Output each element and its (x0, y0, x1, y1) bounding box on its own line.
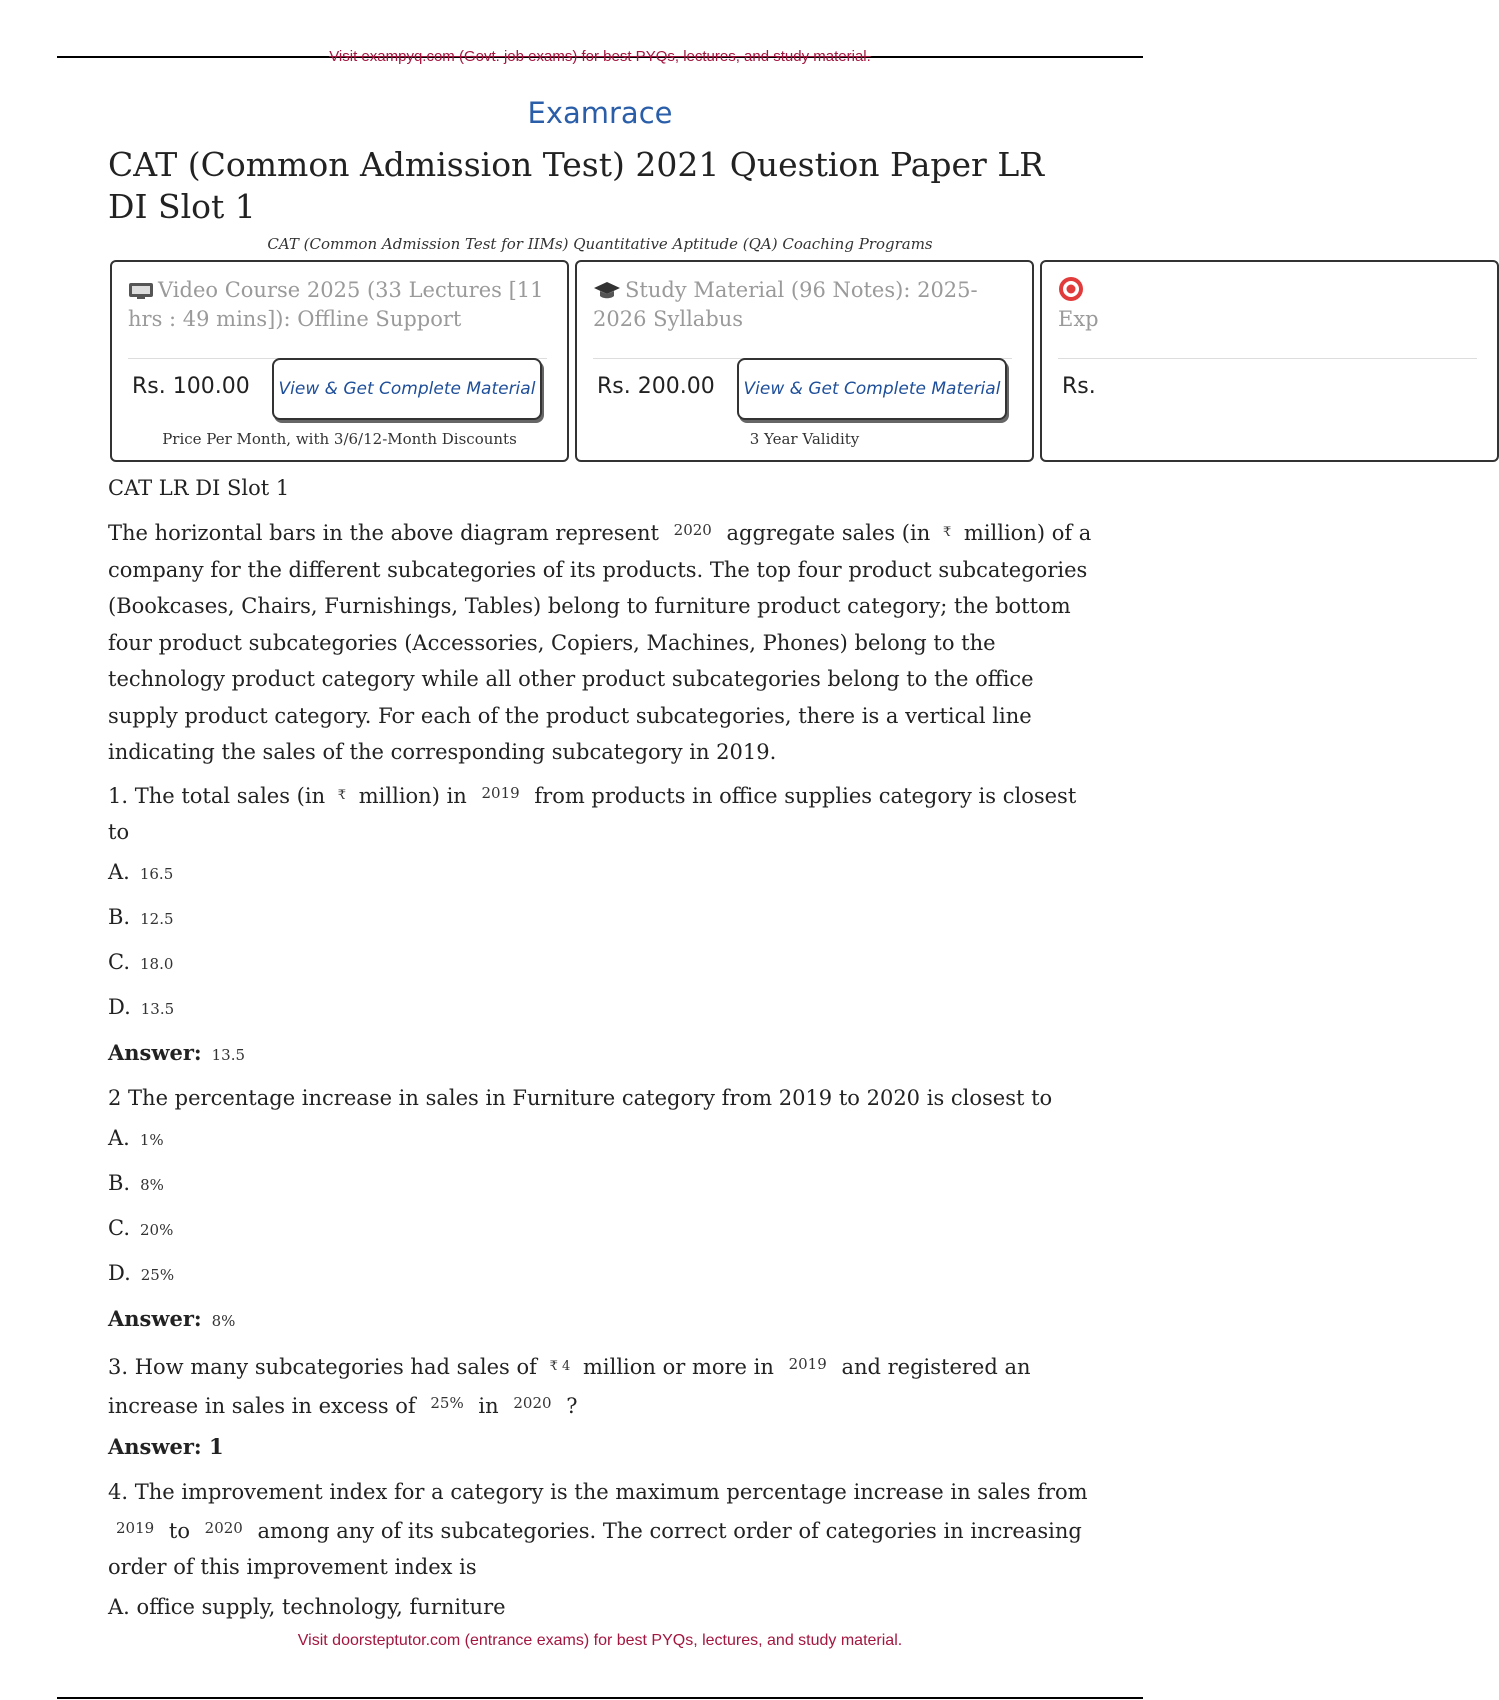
answer: Answer: 8% (108, 1305, 236, 1331)
bottom-divider (57, 1697, 1143, 1699)
page-title: CAT (Common Admission Test) 2021 Question Paper LR DI Slot 1 (108, 145, 1045, 226)
option[interactable]: C. 20% (108, 1215, 174, 1240)
site-brand[interactable]: Examrace (527, 96, 673, 130)
coaching-subtitle: CAT (Common Admission Test for IIMs) Quantitative Aptitude (QA) Coaching Programs (267, 235, 933, 253)
option[interactable]: A. 16.5 (108, 859, 174, 884)
option[interactable]: B. 12.5 (108, 904, 174, 929)
question-3: 3. How many subcategories had sales of ₹ 4 million or more in $^{2019}$ and registered an increase in sales in excess of $^{25\%}$ in $^{2020}$ ? (108, 1354, 1031, 1418)
option[interactable]: A. office supply, technology, furniture (108, 1594, 506, 1619)
product-price: Rs. 200.00 (597, 374, 715, 399)
bottom-promo-link[interactable]: Visit doorsteptutor.com (entrance exams) for best PYQs, lectures, and study material. (297, 1632, 903, 1649)
video-icon (128, 280, 154, 300)
product-name: Study Material (96 Notes): 2025-2026 Syllabus (593, 278, 978, 331)
product-card (110, 260, 569, 462)
view-material-button[interactable]: View & Get Complete Material (272, 358, 542, 420)
answer: Answer: 1 (108, 1433, 224, 1459)
question-1: 1. The total sales (in ₹ million) in $^{2019}$ from products in office supplies category is closest to (108, 783, 1077, 844)
price-note: Price Per Month, with 3/6/12-Month Discounts (162, 430, 517, 448)
option[interactable]: B. 8% (108, 1170, 164, 1195)
question-4: 4. The improvement index for a category is the maximum percentage increase in sales from $^{2019}$ to $^{2020}$ among any of its subcategories. The correct order of categories in increasing order of this improvement index is (108, 1479, 1088, 1579)
question-content (108, 470, 1098, 1630)
intro-paragraph: The horizontal bars in the above diagram represent $^{2020}$ aggregate sales (in ₹ million) of a company for the different subcategories of its products. The top four product subcategories (Bookcases, Chairs, Furnishings, Tables) belong to furniture product category; the bottom four product subcategories (Accessories, Copiers, Machines, Phones) belong to the technology product category while all other product subcategories belong to the office supply product category. For each of the product subcategories, there is a vertical line indicating the sales of the corresponding subcategory in 2019. (108, 521, 1092, 764)
product-name: Video Course 2025 (33 Lectures [11 hrs : 49 mins]): Offline Support (128, 278, 544, 331)
validity-note: 3 Year Validity (749, 430, 860, 448)
answer: Answer: 13.5 (108, 1039, 246, 1065)
top-promo-link[interactable]: Visit exampyq.com (Govt. job exams) for best PYQs, lectures, and study material. (329, 48, 871, 65)
question-2: 2 The percentage increase in sales in Furniture category from 2019 to 2020 is closest to (108, 1085, 1053, 1110)
card-divider (1058, 358, 1477, 359)
product-cards (110, 260, 1099, 462)
view-material-button[interactable]: View & Get Complete Material (737, 358, 1007, 420)
target-icon (1058, 276, 1084, 302)
option[interactable]: D. 13.5 (108, 994, 175, 1019)
section-title: CAT LR DI Slot 1 (108, 476, 290, 500)
option[interactable]: A. 1% (108, 1125, 164, 1150)
product-card (575, 260, 1034, 462)
option[interactable]: D. 25% (108, 1260, 175, 1285)
option[interactable]: C. 18.0 (108, 949, 174, 974)
product-price: Rs. (1062, 374, 1096, 399)
product-name: Exp (1058, 307, 1099, 331)
product-card (1040, 260, 1499, 462)
product-price: Rs. 100.00 (132, 374, 250, 399)
graduation-cap-icon (593, 280, 621, 300)
